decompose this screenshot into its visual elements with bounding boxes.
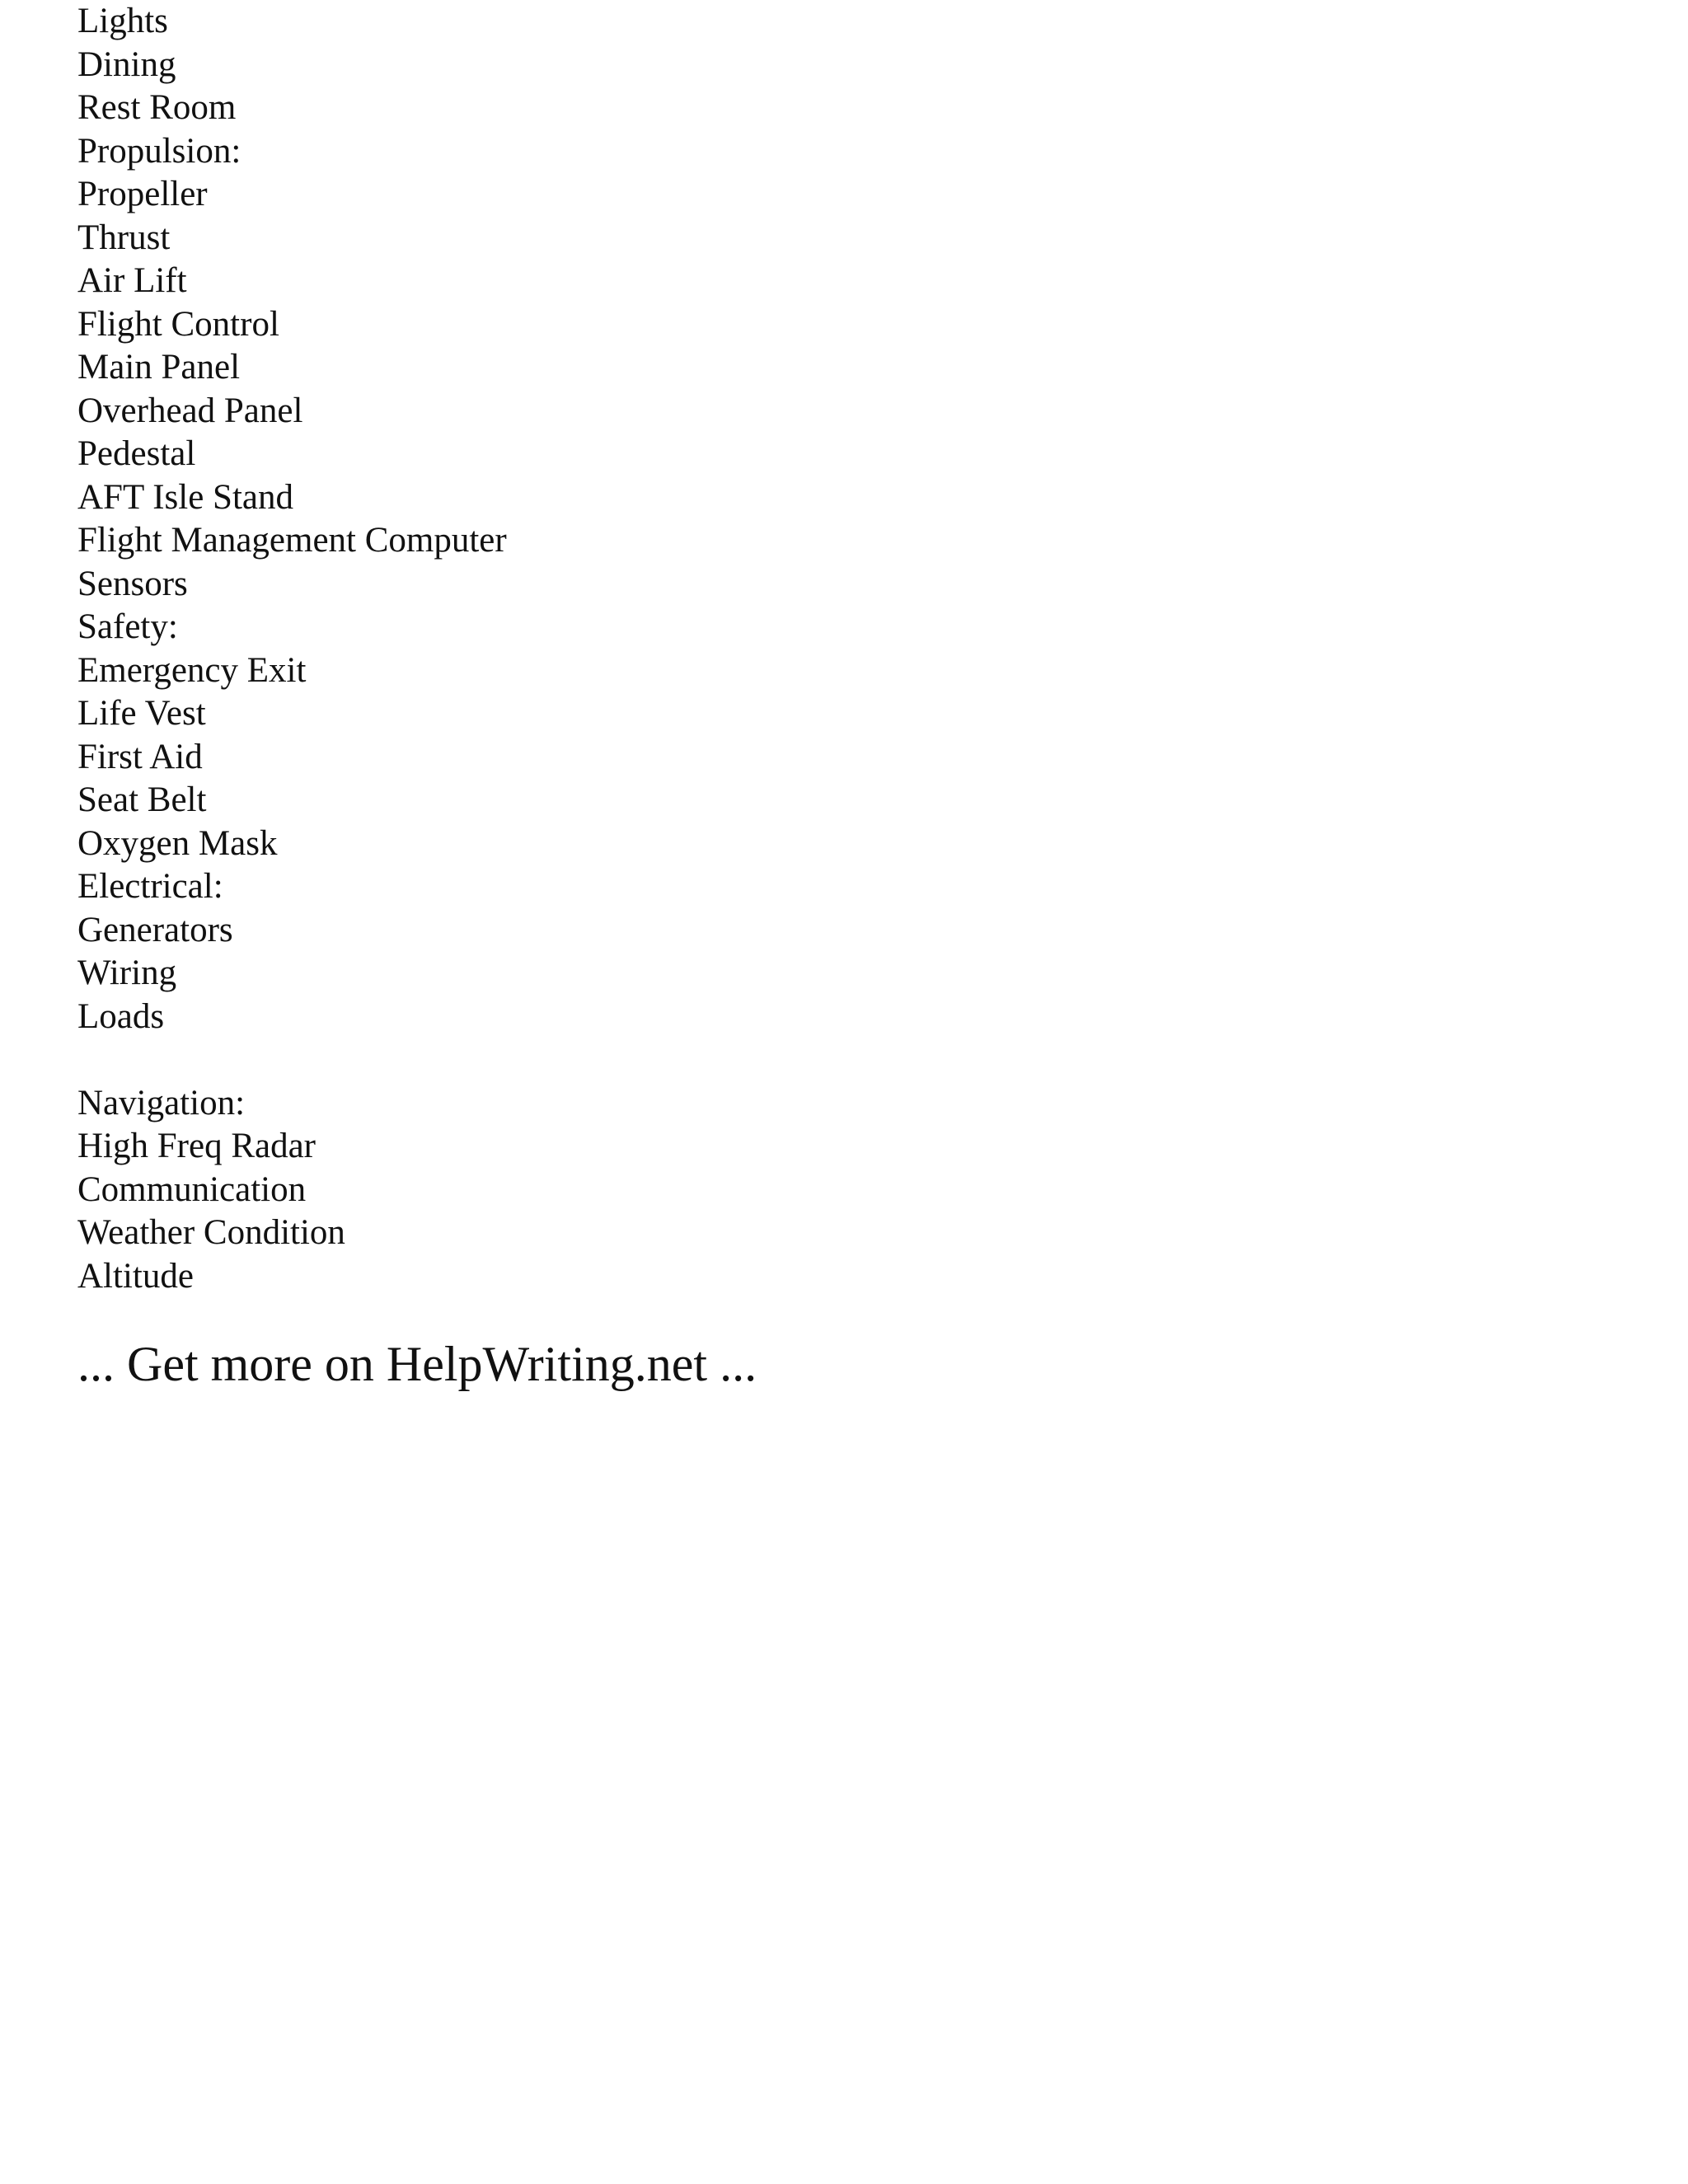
outline-line: Emergency Exit (77, 650, 307, 690)
section-heading-navigation: Navigation: (77, 1083, 246, 1122)
outline-line: Altitude (77, 1256, 194, 1296)
blank-line (77, 1038, 507, 1082)
section-heading-safety: Safety: (77, 607, 178, 646)
outline-line: Weather Condition (77, 1213, 345, 1252)
section-heading-propulsion: Propulsion: (77, 131, 241, 171)
get-more-link[interactable]: ... Get more on HelpWriting.net ... (77, 1337, 757, 1391)
outline-line: Air Lift (77, 261, 187, 300)
outline-list (77, 0, 507, 1298)
outline-line: Rest Room (77, 88, 237, 127)
outline-line: Seat Belt (77, 780, 207, 819)
outline-line: Flight Management Computer (77, 521, 507, 560)
outline-line: Communication (77, 1169, 307, 1209)
outline-line: Pedestal (77, 434, 196, 473)
outline-line: High Freq Radar (77, 1127, 316, 1165)
outline-line: Wiring (77, 954, 177, 992)
outline-line: Overhead Panel (77, 391, 303, 430)
outline-line: Flight Control (77, 304, 279, 344)
outline-line: Lights (77, 2, 168, 40)
outline-line: Generators (77, 910, 233, 949)
outline-line: AFT Isle Stand (77, 477, 293, 517)
outline-line: Main Panel (77, 348, 241, 387)
outline-line: Dining (77, 45, 176, 84)
outline-line: Life Vest (77, 694, 206, 733)
section-heading-electrical: Electrical: (77, 867, 223, 906)
outline-line: Thrust (77, 218, 171, 257)
outline-line: Propeller (77, 175, 208, 213)
outline-line: Loads (77, 996, 165, 1036)
outline-line: First Aid (77, 737, 203, 776)
outline-line: Oxygen Mask (77, 823, 278, 863)
outline-line: Sensors (77, 564, 188, 603)
